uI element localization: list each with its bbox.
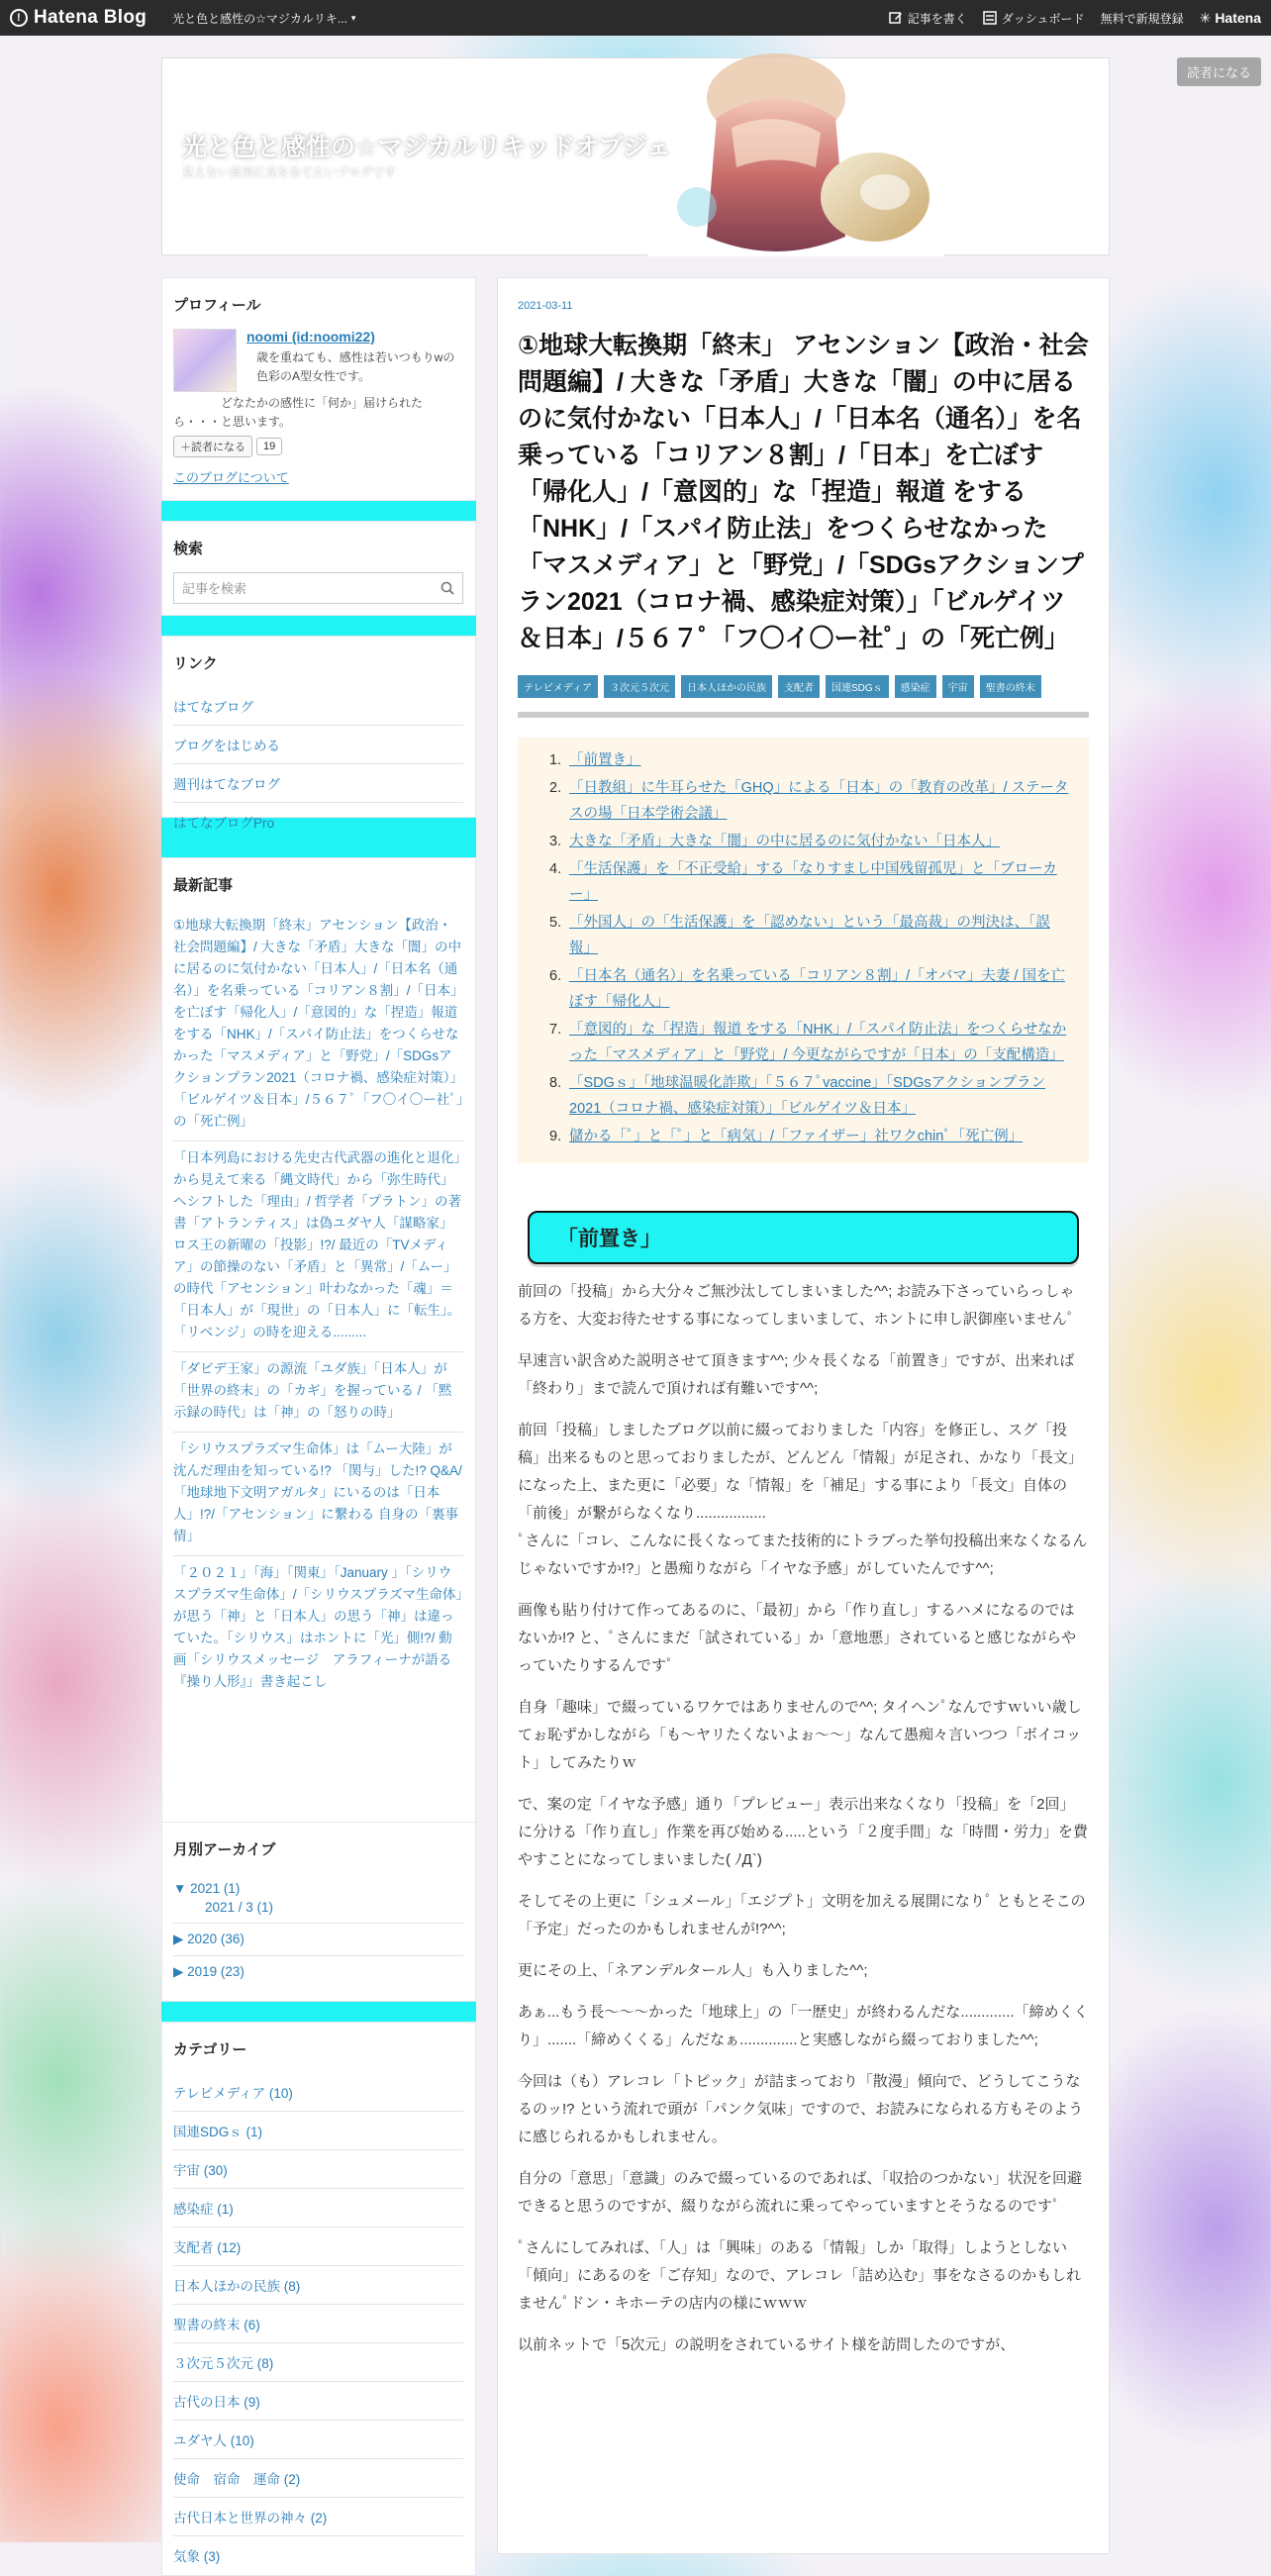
body-paragraph: 自身「趣味」で綴っているワケではありませんので^^; タイヘンﾟなんですｗいい歳してぉ恥ずかしながら「も〜ヤリたくないよぉ〜〜」なんて愚痴々言いつつ「ボイコット」してみたりｗ [518,1699,1082,1771]
hatena-menu[interactable] [1200,10,1261,27]
archive-widget [161,1822,476,2002]
search-box [173,572,463,604]
header-image [647,58,944,256]
blog-title[interactable]: 光と色と感性の☆マジカルリキッドオブジェ [182,134,671,161]
tag-link[interactable]: 国連SDGｓ [826,675,889,698]
toc-item[interactable] [549,1124,1071,1149]
archive-2021-03[interactable]: 2021 / 3 (1) [173,1898,463,1924]
toc-item[interactable] [549,747,1071,773]
blog-name-text: 光と色と感性の☆マジカルリキ... [172,11,347,26]
signup-link[interactable] [1101,10,1184,27]
category-item[interactable]: 宇宙 (30) [173,2150,463,2189]
signup-label: 無料で新規登録 [1100,11,1184,26]
archive-2021[interactable]: ▼ 2021 (1) [173,1881,241,1896]
search-title: 検索 [173,541,204,557]
tag-link[interactable]: 宇宙 [942,675,974,698]
recent-title: 最新記事 [173,877,234,894]
toc-item-text: 「生活保護」を「不正受給」する「なりすまし中国残留孤児」と「ブローカー」 [569,861,1057,903]
dashboard-link[interactable] [983,10,1085,27]
recent-entry[interactable]: 「２０２１」「海」「関東」「January 」「シリウスプラズマ生命体」/「シリウスプラズマ生命体」が思う「神」と「日本人」の思う「神」は違っていた。「シリウス」はホントに「光」側!?/ 動画「シリウスメッセージ アラフィーナが語る『操り人形』」書き起こし [173,1565,463,1689]
category-item[interactable]: 日本人ほかの民族 (8) [173,2266,463,2305]
recent-entry[interactable]: 「シリウスプラズマ生命体」は「ムー大陸」が沈んだ理由を知っている!? 「関与」した!? Q&A/ 「地球地下文明アガルタ」にいるのは「日本人」!?/「アセンション」に繋わる 自身の「裏事情」 [173,1433,463,1556]
entry-article [497,277,1110,2554]
write-article-link[interactable] [889,10,967,27]
toc-item-text: 「外国人」の「生活保護」を「認めない」という「最高裁」の判決は、「誤報」 [569,915,1050,956]
toc-item-text: 「日教組」に牛耳らせた「GHQ」による「日本」の「教育の改革」/ ステータスの場「日本学術会議」 [569,780,1069,822]
category-item[interactable]: 気象 (3) [173,2549,221,2564]
toc-item[interactable] [549,963,1071,1015]
tag-link[interactable]: 聖書の終末 [980,675,1041,698]
recent-entry[interactable]: 「ダビデ王家」の源流「ユダ族」「日本人」が「世界の終末」の「カギ」を握っている / 「黙示録の時代」は「神」の「怒りの時」 [173,1352,463,1433]
recent-entry[interactable]: 「日本列島における先史古代武器の進化と退化」から見えて来る「縄文時代」から「弥生時代」へシフトした「理由」/ 哲学者「プラトン」の著書「アトランティス」は偽ユダヤ人「謀略家」ロス王の新曜の「投影」!?/ 最近の「TVメディア」の節操のない「矛盾」と「異常」/「ムー」の時代「アセンション」叶わなかった「魂」＝「日本人」が「現世」の「日本人」に「転生」。「リベンジ」の時を迎える......... [173,1141,463,1352]
body-paragraph: で、案の定「イヤな予感」通り「プレビュー」表示出来なくなり「投稿」を「2回」に分ける「作り直し」作業を再び始める.....という「２度手間」な「時間・労力」を費やすことになってしまいました( ﾉД`) [518,1796,1088,1868]
body-paragraph: 画像も貼り付けて作ってあるのに、「最初」から「作り直し」するハメになるのではないか!? と、ﾟさんにまだ「試されている」か「意地悪」されていると感じながらやっていたりするんですﾟ [518,1602,1077,1674]
blog-description: 見えない真実に光をあてたいブログです [182,165,397,179]
tag-link[interactable]: 日本人ほかの民族 [681,675,772,698]
category-item[interactable]: 支配者 (12) [173,2228,463,2266]
tag-link[interactable]: ３次元５次元 [604,675,675,698]
body-paragraph: 前回の「投稿」から大分々ご無沙汰してしまいました^^; お読み下さっていらっしゃる方を、大変お待たせする事になってしまいまして、ホントに申し訳御座いませんﾟ [518,1283,1075,1328]
recent-entry[interactable]: ①地球大転換期「終末」アセンション【政治・社会問題編】/ 大きな「矛盾」大きな「闇」の中に居るのに気付かない「日本人」/「日本名（通名）」を名乗っている「コリアン８割」/「日本」を亡ぼす「帰化人」/「意図的」な「捏造」報道 をする「NHK」/「スパイ防止法」をつくらせなかった「マスメディア」と「野党」/「SDGsアクションプラン2021（コロナ禍、感染症対策）」「ビルゲイツ＆日本」/５６７ﾟ「フ〇イ〇ー社ﾟ」の「死亡例」 [173,909,463,1141]
profile-description-2: どなたかの感性に「何か」届けられたら・・・と思います。 [173,396,424,429]
write-article-label: 記事を書く [907,11,967,26]
tag-link[interactable]: 支配者 [778,675,820,698]
toc-item[interactable] [549,829,1071,854]
profile-description: 歳を重ねても、感性は若いつもりwの色彩のA型女性です。 [256,350,455,383]
plus-icon: ＋ [180,442,191,453]
category-item[interactable]: 感染症 (1) [173,2189,463,2228]
entry-body [518,1278,1089,2359]
body-paragraph: 更にその上、「ネアンデルタール人」も入りました^^; [518,1962,868,1979]
recent-entries-widget [161,857,476,1847]
links-widget [161,636,476,831]
profile-follow-button[interactable] [173,436,252,457]
blog-name-menu[interactable] [172,10,355,27]
body-paragraph: あぁ...もう長〜〜〜かった「地球上」の「一歴史」が終わるんだな.............「締めくくり」.......「締めくくる」んだなぁ..............と実感しながら綴っておりました^^; [518,2004,1089,2048]
dashboard-icon [983,11,997,25]
toc-item-text: 「意図的」な「捏造」報道 をする「NHK」/「スパイ防止法」をつくらせなかった「マスメディア」と「野党」/ 今更ながらですが「日本」の「支配構造」 [569,1022,1067,1063]
category-item[interactable]: 聖書の終末 (6) [173,2305,463,2343]
reader-count: 19 [256,438,282,455]
blog-header [161,57,1110,255]
toc-item[interactable] [549,1070,1071,1122]
category-item[interactable]: 古代の日本 (9) [173,2382,463,2421]
toc-item-text: 大きな「矛盾」大きな「闇」の中に居るのに気付かない「日本人」 [569,834,1000,849]
category-item[interactable]: ユダヤ人 (10) [173,2421,463,2459]
link-hatena-blog[interactable]: はてなブログ [173,687,463,726]
profile-title: プロフィール [173,297,261,314]
profile-id-link[interactable]: noomi (id:noomi22) [246,329,375,345]
links-title: リンク [173,655,218,672]
table-of-contents [518,738,1089,1163]
tag-link[interactable]: 感染症 [895,675,936,698]
category-item[interactable]: 古代日本と世界の神々 (2) [173,2498,463,2536]
hatena-logo-icon: ! [10,9,28,27]
toc-item-text: 儲かる「ﾟ」と「ﾟ」と「病気」/「ファイザー」社ワクchinﾟ「死亡例」 [569,1129,1024,1144]
hatena-topbar [0,0,1271,36]
about-blog-link[interactable]: このブログについて [173,470,289,485]
entry-title[interactable]: ①地球大転換期「終末」 アセンション【政治・社会問題編】/ 大きな「矛盾」大きな「闇」の中に居るのに気付かない「日本人」/「日本名（通名）」を名乗っている「コリアン８割」/「日本」を亡ぼす「帰化人」/「意図的」な「捏造」報道 をする「NHK」/「スパイ防止法」をつくらせなかった「マスメディア」と「野党」/「SDGsアクションプラン2021（コロナ禍、感染症対策）」「ビルゲイツ＆日本」/５６７ﾟ「フ〇イ〇ー社ﾟ」の「死亡例」 [518,332,1089,652]
caret-down-icon: ▾ [350,12,356,23]
category-item[interactable]: 使命 宿命 運命 (2) [173,2459,463,2498]
category-item[interactable]: テレビメディア (10) [173,2073,463,2112]
toc-item[interactable] [549,775,1071,827]
link-weekly-hatena[interactable]: 週刊はてなブログ [173,764,463,803]
search-widget [161,521,476,616]
hatena-asterisk-icon: ✳ [1199,9,1212,26]
body-paragraph: 前回「投稿」しましたブログ以前に綴っておりました「内容」を修正し、スグ「投稿」出来るものと思っておりましたが、どんどん「情報」が足され、かなり「長文」になった上、また更に「必要」な「情報」を「補足」する事により「長文」自体の「前後」が繋がらなくなり................. ﾟさんに「コレ、こんなに長くなってまた技術的にトラブった挙句投稿出来なくなるんじゃないですか!?」と愚痴りながら「イヤな予感」がしていたんです^^; [518,1422,1088,1577]
body-paragraph: 早速言い訳含めた説明させて頂きます^^; 少々長くなる「前置き」ですが、出来れば「終わり」まで読んで頂ければ有難いです^^; [518,1352,1075,1397]
section-heading: 「前置き」 [528,1211,1079,1264]
body-paragraph: 自分の「意思」「意識」のみで綴っているのであれば、「収拾のつかない」状況を回避できると思うのですが、綴りながら流れに乗ってやっていますとそうなるのですﾟ [518,2170,1083,2215]
category-item[interactable]: ３次元５次元 (8) [173,2343,463,2382]
toc-item-text: 「日本名（通名）」を名乗っている「コリアン８割」/「オバマ」夫妻 / 国を亡ぼす「帰化人」 [569,968,1065,1010]
hatena-blog-logo-text: Hatena Blog [34,7,147,28]
body-paragraph: そしてその上更に「シュメール」「エジプト」文明を加える展開になりﾟ ともとそこの「予定」だったのかもしれませんが!?^^; [518,1893,1086,1937]
follow-button[interactable]: 読者になる [1177,57,1261,86]
entry-divider [518,712,1089,718]
search-icon[interactable] [440,581,454,595]
link-hatena-blog-pro[interactable]: はてなブログPro [173,816,275,831]
toc-item-text: 「SDGｓ」「地球温暖化詐欺」「５６７ﾟvaccine」「SDGsアクションプラン2021（コロナ禍、感染症対策）」「ビルゲイツ＆日本」 [569,1075,1046,1117]
toc-item[interactable] [549,856,1071,908]
toc-item-text: 「前置き」 [569,752,641,768]
dashboard-label: ダッシュボード [1001,11,1085,26]
profile-follow-label: 読者になる [191,442,245,453]
entry-tags [518,675,1089,698]
avatar[interactable] [173,329,237,392]
hatena-blog-logo[interactable] [0,7,147,29]
profile-widget [161,277,476,501]
toc-item[interactable] [549,1017,1071,1068]
pencil-icon [889,11,903,25]
body-paragraph: ﾟさんにしてみれば、「人」は「興味」のある「情報」しか「取得」しようとしない「傾向」にあるのを「ご存知」なので、アレコレ「詰め込む」事をなさるのかもしれませんﾟドン・キホーテの店内の様にｗｗｗ [518,2239,1082,2312]
hatena-label: Hatena [1215,10,1261,26]
archive-2020[interactable]: ▶ 2020 (36) [173,1924,463,1956]
sidebar [161,277,476,2564]
category-item[interactable]: 国連SDGｓ (1) [173,2112,463,2150]
toc-item[interactable] [549,910,1071,961]
archive-2019[interactable]: ▶ 2019 (23) [173,1964,244,1979]
archive-title: 月別アーカイブ [173,1841,276,1858]
link-start-blog[interactable]: ブログをはじめる [173,726,463,764]
body-paragraph: 今回は（も）アレコレ「トピック」が詰まっており「散漫」傾向で、どうしてこうなるのッ!? という流れで頭が「パンク気味」ですので、お読みになられる方もそのように感じられるかもしれません。 [518,2073,1084,2145]
body-paragraph: 以前ネットで「5次元」の説明をされているサイト様を訪問したのですが、 [518,2336,1016,2353]
entry-date[interactable]: 2021-03-11 [518,300,573,312]
categories-widget [161,2022,476,2576]
tag-link[interactable]: テレビメディア [518,675,598,698]
categories-title: カテゴリー [173,2041,247,2058]
search-input[interactable] [182,581,440,596]
